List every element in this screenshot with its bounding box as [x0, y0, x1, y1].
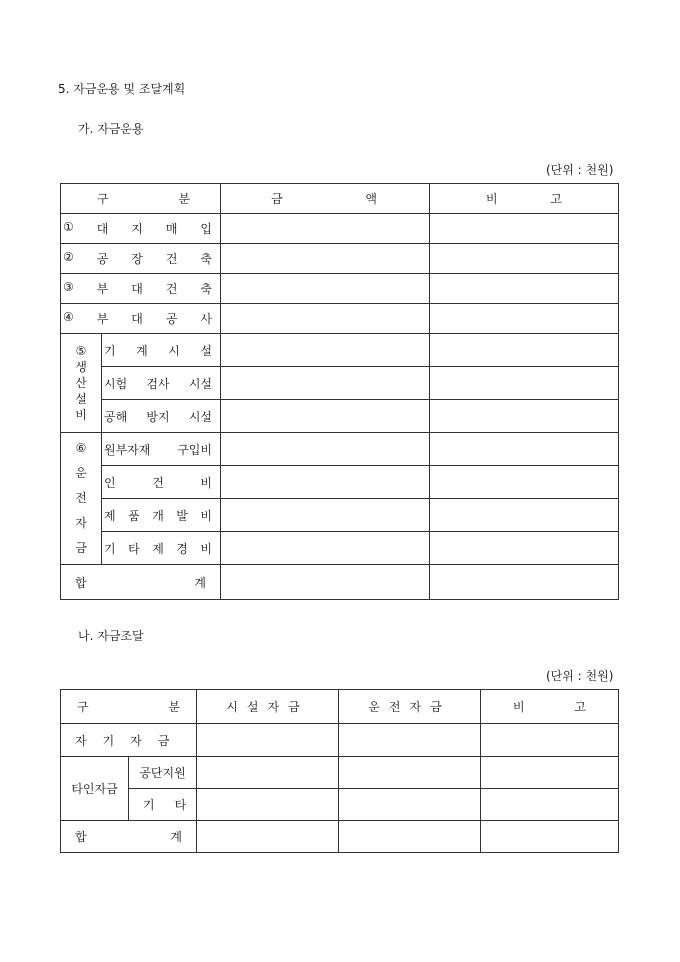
group6-label: ⑥ 운 전 자 금 — [61, 433, 102, 565]
table-row: 공해 방지 시설 — [61, 400, 619, 433]
operating-cell[interactable] — [339, 724, 481, 757]
note-cell[interactable] — [430, 433, 619, 466]
note-cell[interactable] — [430, 334, 619, 367]
fund-usage-table — [60, 183, 619, 600]
note-cell[interactable] — [481, 724, 619, 757]
row-label: ③ — [63, 280, 74, 294]
row-label: ④ — [63, 310, 74, 324]
amount-cell[interactable] — [221, 466, 430, 499]
note-cell[interactable] — [430, 367, 619, 400]
header-bun: 분 — [178, 192, 190, 206]
header-bi: 비 — [513, 700, 525, 714]
facility-cell[interactable] — [197, 757, 339, 789]
group5-label: ⑤ 생 산 설 비 — [61, 334, 102, 433]
note-cell[interactable] — [430, 244, 619, 274]
item-label: 공해 — [104, 409, 128, 424]
own-fund-label: 자기자금 — [61, 724, 197, 757]
header-facility-fund: 시설자금 — [197, 690, 339, 724]
note-cell[interactable] — [430, 304, 619, 334]
item-label: 기 — [104, 541, 116, 556]
section-title: 5. 자금운용 및 조달계획 — [58, 82, 186, 96]
table-header-row — [61, 184, 619, 214]
table-row: 시험 검사 시설 — [61, 367, 619, 400]
note-cell[interactable] — [430, 274, 619, 304]
amount-cell[interactable] — [221, 304, 430, 334]
item-label: 인 — [104, 475, 116, 490]
amount-cell[interactable] — [221, 400, 430, 433]
total-label: 합 — [75, 575, 87, 590]
note-cell[interactable] — [430, 214, 619, 244]
table-row: ⑥ 운 전 자 금 원부자재 구입비 — [61, 433, 619, 466]
note-cell[interactable] — [481, 789, 619, 821]
gov-support-label: 공단지원 — [129, 757, 197, 789]
item-label: 원부자재 — [104, 442, 151, 457]
fund-raising-table — [60, 689, 619, 853]
total-row: 합 계 — [61, 565, 619, 600]
sub-a-title: 가. 자금운용 — [78, 122, 144, 136]
amount-cell[interactable] — [221, 244, 430, 274]
table-row — [61, 789, 619, 821]
facility-cell[interactable] — [197, 789, 339, 821]
note-cell[interactable] — [430, 532, 619, 565]
sub-b-unit: (단위 : 천원) — [546, 669, 614, 683]
note-cell[interactable] — [430, 499, 619, 532]
table-row: ① 대 지 매 입 — [61, 214, 619, 244]
note-cell[interactable] — [430, 466, 619, 499]
operating-cell[interactable] — [339, 821, 481, 853]
header-operating-fund: 운전자금 — [339, 690, 481, 724]
amount-cell[interactable] — [221, 565, 430, 600]
table-row: 기 타 제 경 비 — [61, 532, 619, 565]
header-gu: 구 — [97, 192, 109, 206]
table-row — [61, 724, 619, 757]
amount-cell[interactable] — [221, 334, 430, 367]
table-row: ⑤ 생 산 설 비 기 계 시 설 — [61, 334, 619, 367]
table-row: 제 품 개 발 비 — [61, 499, 619, 532]
amount-cell[interactable] — [221, 499, 430, 532]
table-row: ④ 부 대 공 사 — [61, 304, 619, 334]
amount-cell[interactable] — [221, 214, 430, 244]
row-label: ① — [63, 220, 74, 234]
row-label: ② — [63, 250, 74, 264]
table-row: ② 공 장 건 축 — [61, 244, 619, 274]
note-cell[interactable] — [430, 565, 619, 600]
table-header-row — [61, 690, 619, 724]
amount-cell[interactable] — [221, 433, 430, 466]
facility-cell[interactable] — [197, 724, 339, 757]
note-cell[interactable] — [481, 757, 619, 789]
total-label: 합 — [75, 830, 87, 844]
note-cell[interactable] — [481, 821, 619, 853]
table-row: 인 건 비 — [61, 466, 619, 499]
table-row: ③ 부 대 건 축 — [61, 274, 619, 304]
item-label: 시험 — [104, 376, 128, 391]
other-fund-label: 타인자금 — [61, 757, 129, 821]
header-aek: 액 — [365, 192, 377, 206]
operating-cell[interactable] — [339, 789, 481, 821]
header-gu: 구 — [77, 700, 89, 714]
header-geum: 금 — [271, 192, 283, 206]
note-cell[interactable] — [430, 400, 619, 433]
amount-cell[interactable] — [221, 274, 430, 304]
amount-cell[interactable] — [221, 367, 430, 400]
header-bun: 분 — [168, 700, 180, 714]
item-label: 기 — [104, 343, 116, 358]
header-go: 고 — [550, 192, 562, 206]
total-row: 합 계 — [61, 821, 619, 853]
sub-a-unit: (단위 : 천원) — [546, 163, 614, 177]
facility-cell[interactable] — [197, 821, 339, 853]
table-row — [61, 757, 619, 789]
header-go: 고 — [574, 700, 586, 714]
etc-label: 기타 — [129, 789, 197, 821]
amount-cell[interactable] — [221, 532, 430, 565]
header-bi: 비 — [486, 192, 498, 206]
operating-cell[interactable] — [339, 757, 481, 789]
item-label: 제 — [104, 508, 116, 523]
sub-b-title: 나. 자금조달 — [78, 629, 144, 643]
